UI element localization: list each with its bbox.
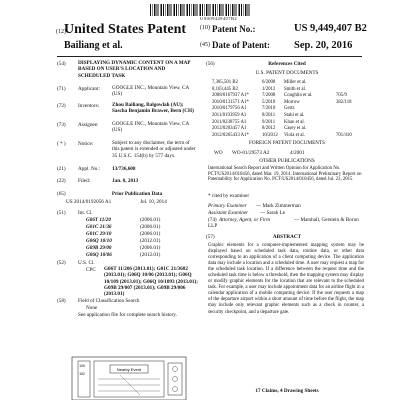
attorney-label: Attorney, Agent, or Firm [219,217,271,223]
foreign-number: WO-01/29573 A2 [232,150,270,156]
prior-pub-title: Prior Publication Data [111,191,163,197]
appl-no-value: 13/736,608 [112,166,136,172]
us-doc-date: 1/2012 [262,86,276,92]
us-doc-date: 7/2010 [262,106,276,112]
primary-examiner-label: Primary Examiner [208,203,247,209]
other-pubs-text: International Search Report and Written Opinion for Application No. PCT/US2014/010456, dated Mar. 19, 2014. International Preliminary Report on Patentability for Application No. PCT/US2014/010456, dated Jul. 23, 2015 [208,166,362,183]
int-cl-code: G06Q 10/10 [86,238,112,244]
other-pubs-title: OTHER PUBLICATIONS [259,158,315,164]
figure-box-label: Nearby Event [116,367,142,372]
date-label: Date of Patent: [212,40,270,50]
int-cl-version: (2006.01) [140,224,161,230]
code-22: (22) [57,178,66,184]
foreign-prefix: WO [214,150,223,156]
patent-no-label: Patent No.: [212,24,256,34]
us-doc-number: 2008/0167937 A1* [212,93,249,99]
us-doc-number: 2010/0179756 A1 [212,106,247,112]
patent-number: US 9,449,407 B2 [294,23,367,34]
code-10: (10) [200,25,210,31]
code-73: (73) [57,122,66,128]
int-cl-version: (2006.01) [140,217,161,223]
notice-label: Notice: [78,141,94,147]
claims-line: 17 Claims, 4 Drawing Sheets [255,388,319,394]
us-doc-number: 7,385,501 B2 [212,80,238,85]
invention-title: DISPLAYING DYNAMIC CONTENT ON A MAP BASED ON USER'S LOCATION AND SCHEDULED TASK [78,60,191,79]
code-74: (74) [208,217,217,223]
us-doc-number: 2011/0238755 A1 [212,119,247,125]
abstract-title: ABSTRACT [272,234,302,240]
us-doc-name: Coughlin et al. [284,93,313,99]
us-doc-date: 5/2010 [262,99,276,105]
inventors-value: Zhou Bailiang, Balgowlah (AU); Sascha Benjamin Brawer, Bern (CH) [112,102,194,115]
code-58: (58) [57,298,66,304]
us-doc-name: Morrow [284,99,300,105]
code-21: (21) [57,166,66,172]
int-cl-version: (2006.01) [140,231,161,237]
us-cl-value: G06T 11/206 (2013.01); G01C 21/3682 (2013.01); G06Q 10/06 (2013.01); G06Q 10/109 (2013.01); G06Q 10/1093 (2013.01); G09B 29/007 (2013.01); G09B 29/006 (2013.01) [104,266,198,298]
notice-value: Subject to any disclaimer, the term of this patent is extended or adjusted under 35 U.S.C. 154(b) by 577 days. [112,140,196,159]
int-cl-version: (2006.01) [140,245,161,251]
prior-pub-date: Jul. 10, 2014 [140,199,167,205]
barcode-number: US009449407B2 [200,16,238,21]
figure-ref-100: 100 [79,364,85,368]
us-doc-name: Smith et al. [284,86,306,92]
assistant-examiner-label: Assistant Examiner [208,210,249,216]
cited-by-examiner: * cited by examiner [208,193,250,199]
applicant-label: Applicant: [78,86,100,92]
drawing-figure [70,355,188,400]
us-doc-name: Casey et al. [284,126,307,132]
abstract-text: Graphic elements for a computer-implemented mapping system may be displayed based on scheduled task data, routine data, or other data corresponding to an application of a client computing device. The application data may include a location and a scheduled time. A user may request a map for the scheduled task location. If a difference between the request time and the scheduled task time is below a threshold, then the mapping system may display or modify graphic elements for the location that are relevant to the scheduled task. For example, a user may include appointment data for an airline flight in a calendar application of a mobile computing device. If the user requests a map of the departure airport within a short amount of time before the flight, the map may include only relevant graphic elements such as a check in counter, a security checkpoint, and a departure gate. [208,243,364,315]
code-71: (71) [57,86,66,92]
assignee-label: Assignee: [78,122,99,128]
filed-label: Filed: [78,178,91,184]
us-doc-date: 9/2011 [262,119,276,125]
us-doc-number: 8,103,445 B2 [212,86,238,92]
us-doc-number: 2010/0131571 A1* [212,99,249,105]
doc-type-title: United States Patent [64,22,187,37]
code-57: (57) [206,234,215,240]
int-cl-version: (2012.01) [140,252,161,258]
search-field-note: See application file for complete search history. [78,312,177,318]
attorney-name: — Marshall, Gerstein & Borun LLP [208,217,359,230]
us-doc-number: 2012/0203457 A1 [212,126,247,132]
us-doc-class: 705/9 [336,93,347,99]
us-doc-name: Miller et al. [284,80,307,85]
prior-pub-number: US 2014/0192056 A1 [66,199,112,205]
us-doc-class: 701/410 [336,132,352,138]
assignee-value: GOOGLE INC., Mountain View, CA (US) [112,121,189,134]
int-cl-code: G06T 11/20 [86,217,111,223]
appl-no-label: Appl. No.: [78,166,101,172]
code-72: (72) [57,103,66,109]
us-doc-date: 10/2012 [262,132,278,138]
us-doc-number: 2011/0193959 A1 [212,113,247,118]
us-doc-date: 6/2008 [262,80,276,85]
barcode [150,4,250,16]
foreign-title: FOREIGN PATENT DOCUMENTS [248,140,326,146]
figure-ref-102: 102 [79,372,85,376]
search-field-label: Field of Classification Search [78,298,140,304]
code-51: (51) [57,210,66,216]
int-cl-code: G01C 29/10 [86,231,112,237]
inventors-label: Inventors: [78,103,100,109]
code-45: (45) [200,42,210,48]
refs-title: References Cited [268,61,306,67]
int-cl-label: Int. Cl. [78,210,93,216]
cpc-label: CPC [86,267,96,273]
int-cl-version: (2012.01) [140,238,161,244]
code-notice: ( * ) [57,141,66,147]
code-12: (12) [56,29,66,35]
us-doc-date: 8/2011 [262,113,276,118]
us-doc-number: 2012/0265433 A1* [212,132,249,138]
foreign-date: 4/2001 [290,150,305,156]
int-cl-code: G01C 21/36 [86,224,112,230]
us-doc-name: Stahl et al. [284,113,305,118]
code-52: (52) [57,260,66,266]
code-65: (65) [57,191,66,197]
us-docs-title: U.S. PATENT DOCUMENTS [255,70,319,76]
us-doc-class: 382/118 [336,99,352,105]
code-54: (54) [57,61,66,67]
int-cl-code: G06Q 10/06 [86,252,112,258]
int-cl-code: G09B 29/00 [86,245,112,251]
code-56: (56) [206,61,215,67]
inventor-short: Bailiang et al. [64,40,123,51]
patent-date: Sep. 20, 2016 [294,40,353,51]
us-doc-name: Viola et al. [284,132,305,138]
primary-examiner-name: — Mark Zimmerman [256,203,301,209]
us-cl-label: U.S. Cl. [78,260,95,266]
us-doc-name: Khan et al. [284,119,305,125]
us-doc-date: 7/2008 [262,93,276,99]
header-rule [57,56,362,57]
search-field-none: None [86,305,98,311]
filed-value: Jan. 8, 2013 [112,178,139,184]
us-doc-date: 8/2012 [262,126,276,132]
us-doc-name: Gertz [284,106,295,112]
applicant-value: GOOGLE INC., Mountain View, CA (US) [112,85,189,98]
assistant-examiner-name: — Sarah Le [260,210,286,216]
